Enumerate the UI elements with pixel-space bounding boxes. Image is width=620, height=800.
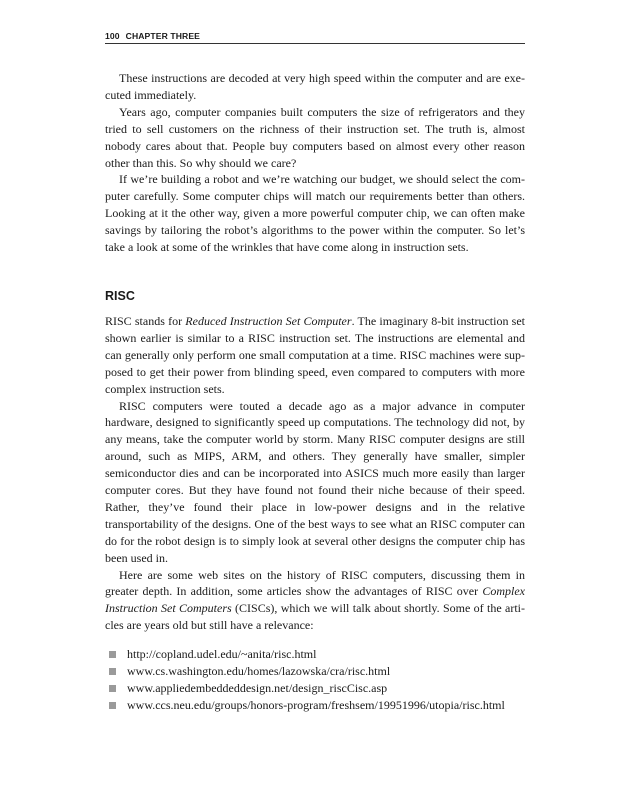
list-item [105,646,525,663]
list-item [105,697,525,714]
list-item [105,680,525,697]
bullet-square-icon [109,685,116,692]
link-url[interactable]: www.cs.washington.edu/homes/lazowska/cra/risc.html [127,664,391,679]
paragraph [105,567,525,635]
running-head [105,30,525,44]
page [105,30,525,714]
paragraph: Years ago, computer companies built computers the size of refrigerators and they tried to sell customers on the richness of their instruction set. The truth is, almost nobody cares about that. People buy computers based on almost every other reason other than this. So why should we care? [105,104,525,170]
link-list [105,646,525,714]
text-run: Here are some web sites on the history of RISC computers, discussing them in greater depth. In addition, some articles show the advantages of RISC over [105,567,525,599]
text-run: . The imaginary 8-bit instruction set shown earlier is similar to a RISC instruction set. The instructions are elemental and can generally only perform one small computation at a time. RISC machines were supposed to get their power from blinding speed, even compared to computers with more complex instruction sets. [105,313,526,396]
paragraph [105,313,525,398]
section-heading: RISC [105,288,135,303]
list-item [105,663,525,680]
body-text [105,70,525,714]
link-url[interactable]: http://copland.udel.edu/~anita/risc.html [127,647,317,662]
chapter-title: CHAPTER THREE [125,31,200,41]
link-url[interactable]: www.ccs.neu.edu/groups/honors-program/freshsem/19951996/utopia/risc.html [127,697,505,712]
bullet-square-icon [109,668,116,675]
paragraph: These instructions are decoded at very high speed within the computer and are executed immediately. [105,71,525,102]
page-number: 100 [105,31,120,41]
emphasis: Reduced Instruction Set Computer [185,313,352,328]
bullet-square-icon [109,702,116,709]
text-run: (CISCs), which we will talk about shortly. Some of the articles are years old but still have a relevance: [105,601,525,633]
emphasis: Complex Instruction Set Computers [105,584,525,616]
paragraph: If we’re building a robot and we’re watching our budget, we should select the computer carefully. Some computer chips will match our requirements better than others. Looking at it the other way, given a more powerful computer chip, we can often make savings by tailoring the robot’s algorithms to the power within the computer. So let’s take a look at some of the wrinkles that have come along in instruction sets. [105,172,525,255]
link-url[interactable]: www.appliedembeddeddesign.net/design_riscCisc.asp [127,681,388,695]
bullet-square-icon [109,651,116,658]
text-run: RISC stands for [105,313,186,328]
paragraph: RISC computers were touted a decade ago as a major advance in computer hardware, designed to significantly speed up computations. The technology did not, by any means, take the computer world by storm. Many RISC computer designs are still around, such as MIPS, ARM, and others. They generally have smaller, simpler semiconductor dies and can be incorporated into ASICS much more easily than larger computer cores. But they have found not found their niche because of their speed. Rather, they’ve found their place in low-power designs and in the relative transportability of the designs. One of the best ways to see what an RISC computer can do for the robot design is to simply look at several other designs the computer chip has been used in. [105,398,525,565]
